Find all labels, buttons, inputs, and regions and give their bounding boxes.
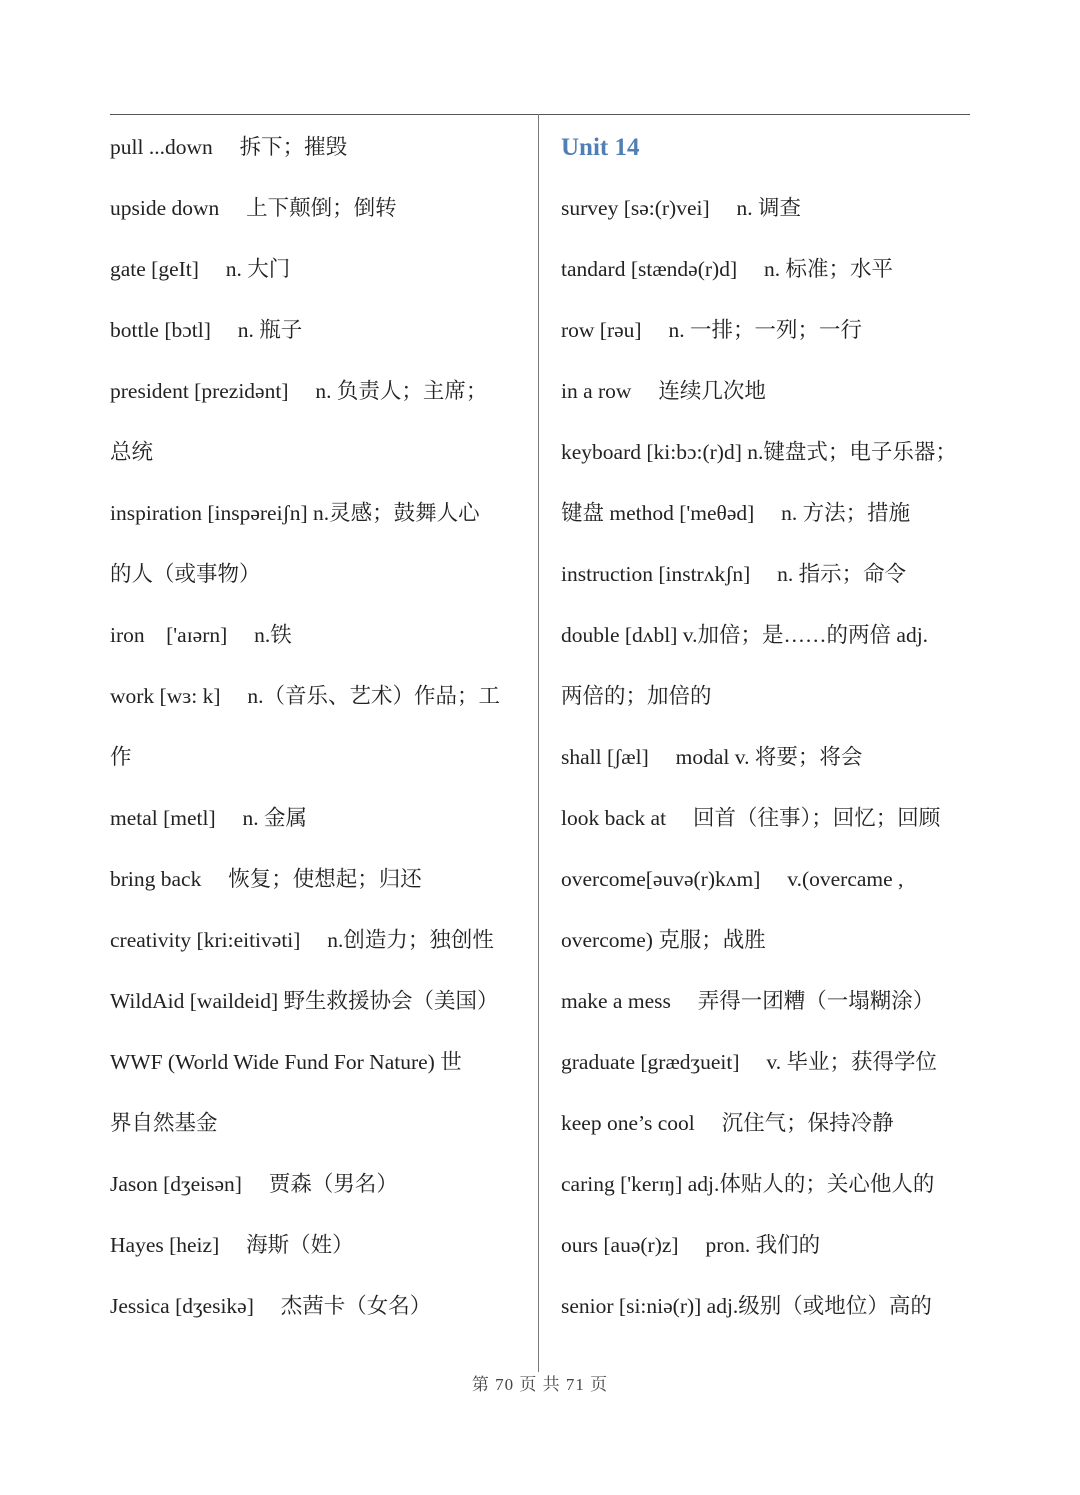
right-column bbox=[561, 117, 976, 1337]
vocab-line: work [wɜ: k] n.（音乐、艺术）作品；工 bbox=[110, 684, 501, 708]
vocab-line: caring ['kerɪŋ] adj.体贴人的；关心他人的 bbox=[561, 1172, 935, 1196]
vocab-line: double [dʌbl] v.加倍；是……的两倍 adj. bbox=[561, 623, 929, 647]
vocab-line: 作 bbox=[110, 745, 132, 769]
vocab-line: 两倍的；加倍的 bbox=[561, 684, 712, 708]
vocab-line: 的人（或事物） bbox=[110, 562, 261, 586]
vocab-line: 键盘 method ['meθəd] n. 方法；措施 bbox=[561, 501, 911, 525]
vocab-line: bottle [bɔtl] n. 瓶子 bbox=[110, 318, 303, 342]
vocab-line: instruction [instrʌkʃn] n. 指示；命令 bbox=[561, 562, 907, 586]
vocab-line: 界自然基金 bbox=[110, 1111, 218, 1135]
vocab-line: overcome) 克服；战胜 bbox=[561, 928, 766, 952]
vocab-line: survey [sə:(r)vei] n. 调查 bbox=[561, 196, 802, 220]
vocab-line: WWF (World Wide Fund For Nature) 世 bbox=[110, 1050, 462, 1074]
vocab-line: overcome[əuvə(r)kʌm] v.(overcame , bbox=[561, 867, 904, 891]
vocab-line: creativity [kri:eitivəti] n.创造力；独创性 bbox=[110, 928, 494, 952]
vocab-line: make a mess 弄得一团糟（一塌糊涂） bbox=[561, 989, 935, 1013]
vocab-line: Hayes [heiz] 海斯（姓） bbox=[110, 1233, 354, 1257]
unit-title: Unit 14 bbox=[561, 134, 640, 161]
vocab-line: inspiration [inspəreiʃn] n.灵感；鼓舞人心 bbox=[110, 501, 480, 525]
vocab-line: Jason [dʒeisən] 贾森（男名） bbox=[110, 1172, 398, 1196]
left-column bbox=[110, 117, 530, 1337]
vocab-line: tandard [stændə(r)d] n. 标准；水平 bbox=[561, 257, 893, 281]
vocab-line: graduate [grædʒueit] v. 毕业；获得学位 bbox=[561, 1050, 937, 1074]
vocab-line: keyboard [ki:bɔ:(r)d] n.键盘式；电子乐器； bbox=[561, 440, 957, 464]
vocab-line: ours [auə(r)z] pron. 我们的 bbox=[561, 1233, 821, 1257]
vocab-line: metal [metl] n. 金属 bbox=[110, 806, 308, 830]
vocab-line: look back at 回首（往事）；回忆；回顾 bbox=[561, 806, 941, 830]
vocab-line: 总统 bbox=[110, 440, 154, 464]
column-divider bbox=[538, 114, 539, 1372]
vocab-line: gate [geIt] n. 大门 bbox=[110, 257, 291, 281]
vocab-line: in a row 连续几次地 bbox=[561, 379, 766, 403]
vocab-line: keep one’s cool 沉住气；保持冷静 bbox=[561, 1111, 894, 1135]
vocab-line: pull ...down 拆下；摧毁 bbox=[110, 135, 348, 159]
vocab-line: iron ['aɪərn] n.铁 bbox=[110, 623, 292, 647]
vocab-line: WildAid [waildeid] 野生救援协会（美国） bbox=[110, 989, 499, 1013]
vocab-line: upside down 上下颠倒；倒转 bbox=[110, 196, 397, 220]
vocab-line: row [rəu] n. 一排；一列；一行 bbox=[561, 318, 862, 342]
vocab-line: shall [ʃæl] modal v. 将要；将会 bbox=[561, 745, 863, 769]
top-rule bbox=[110, 114, 970, 115]
vocab-line: senior [si:niə(r)] adj.级别（或地位）高的 bbox=[561, 1294, 932, 1318]
page-number-footer: 第 70 页 共 71 页 bbox=[471, 1375, 609, 1394]
vocab-line: Jessica [dʒesikə] 杰茜卡（女名） bbox=[110, 1294, 432, 1318]
vocab-line: president [prezidənt] n. 负责人；主席； bbox=[110, 379, 488, 403]
vocab-line: bring back 恢复；使想起；归还 bbox=[110, 867, 422, 891]
